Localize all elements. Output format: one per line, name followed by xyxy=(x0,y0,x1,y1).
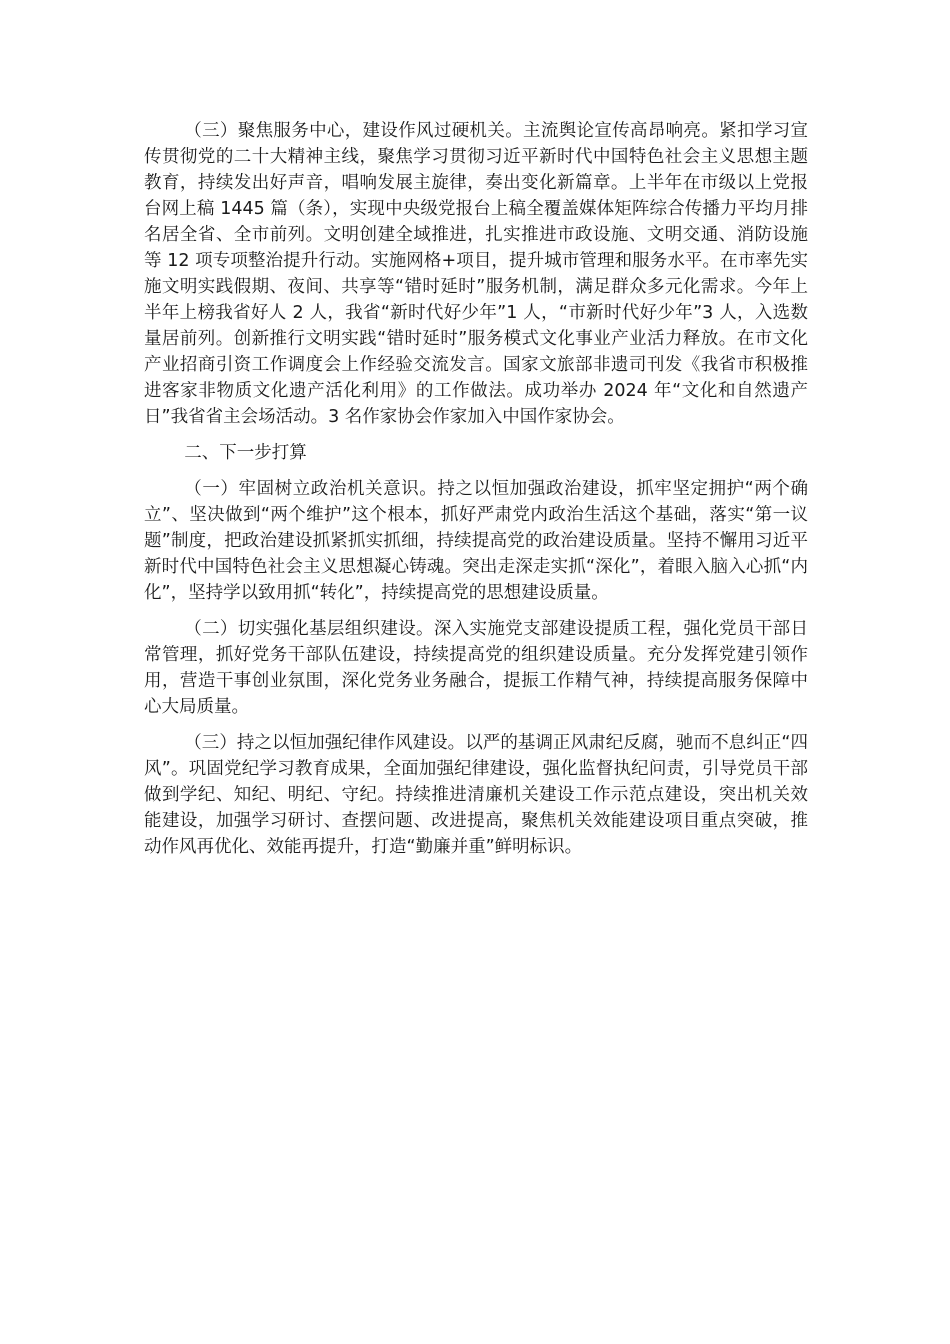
paragraph-service-center: （三）聚焦服务中心，建设作风过硬机关。主流舆论宣传高昂响亮。紧扣学习宣传贯彻党的二十大精神主线，聚焦学习贯彻习近平新时代中国特色社会主义思想主题教育，持续发出好声音，唱响发展主旋律，奏出变化新篇章。上半年在市级以上党报台网上稿 1445 篇（条），实现中央级党报台上稿全覆盖媒体矩阵综合传播力平均月排名居全省、全市前列。文明创建全域推进，扎实推进市政设施、文明交通、消防设施等 12 项专项整治提升行动。实施网格+项目，提升城市管理和服务水平。在市率先实施文明实践假期、夜间、共享等“错时延时”服务机制，满足群众多元化需求。今年上半年上榜我省好人 2 人，我省“新时代好少年”1 人，“市新时代好少年”3 人，入选数量居前列。创新推行文明实践“错时延时”服务模式文化事业产业活力释放。在市文化产业招商引资工作调度会上作经验交流发言。国家文旅部非遗司刊发《我省市积极推进客家非物质文化遗产活化利用》的工作做法。成功举办 2024 年“文化和自然遗产日”我省省主会场活动。3 名作家协会作家加入中国作家协会。 xyxy=(144,121,808,427)
paragraph-discipline-style: （三）持之以恒加强纪律作风建设。以严的基调正风肃纪反腐，驰而不息纠正“四风”。巩固党纪学习教育成果，全面加强纪律建设，强化监督执纪问责，引导党员干部做到学纪、知纪、明纪、守纪。持续推进清廉机关建设工作示范点建设，突出机关效能建设，加强学习研讨、查摆问题、改进提高，聚焦机关效能建设项目重点突破，推动作风再优化、效能再提升，打造“勤廉并重”鲜明标识。 xyxy=(144,733,808,857)
section-heading-next-steps: 二、下一步打算 xyxy=(184,443,307,463)
paragraph-grassroots-organization: （二）切实强化基层组织建设。深入实施党支部建设提质工程，强化党员干部日常管理，抓好党务干部队伍建设，持续提高党的组织建设质量。充分发挥党建引领作用，营造干事创业氛围，深化党务业务融合，提振工作精气神，持续提高服务保障中心大局质量。 xyxy=(144,619,808,717)
document-page xyxy=(144,118,808,870)
paragraph-political-awareness: （一）牢固树立政治机关意识。持之以恒加强政治建设，抓牢坚定拥护“两个确立”、坚决做到“两个维护”这个根本，抓好严肃党内政治生活这个基础，落实“第一议题”制度，把政治建设抓紧抓实抓细，持续提高党的政治建设质量。坚持不懈用习近平新时代中国特色社会主义思想凝心铸魂。突出走深走实抓“深化”，着眼入脑入心抓“内化”，坚持学以致用抓“转化”，持续提高党的思想建设质量。 xyxy=(144,479,808,603)
